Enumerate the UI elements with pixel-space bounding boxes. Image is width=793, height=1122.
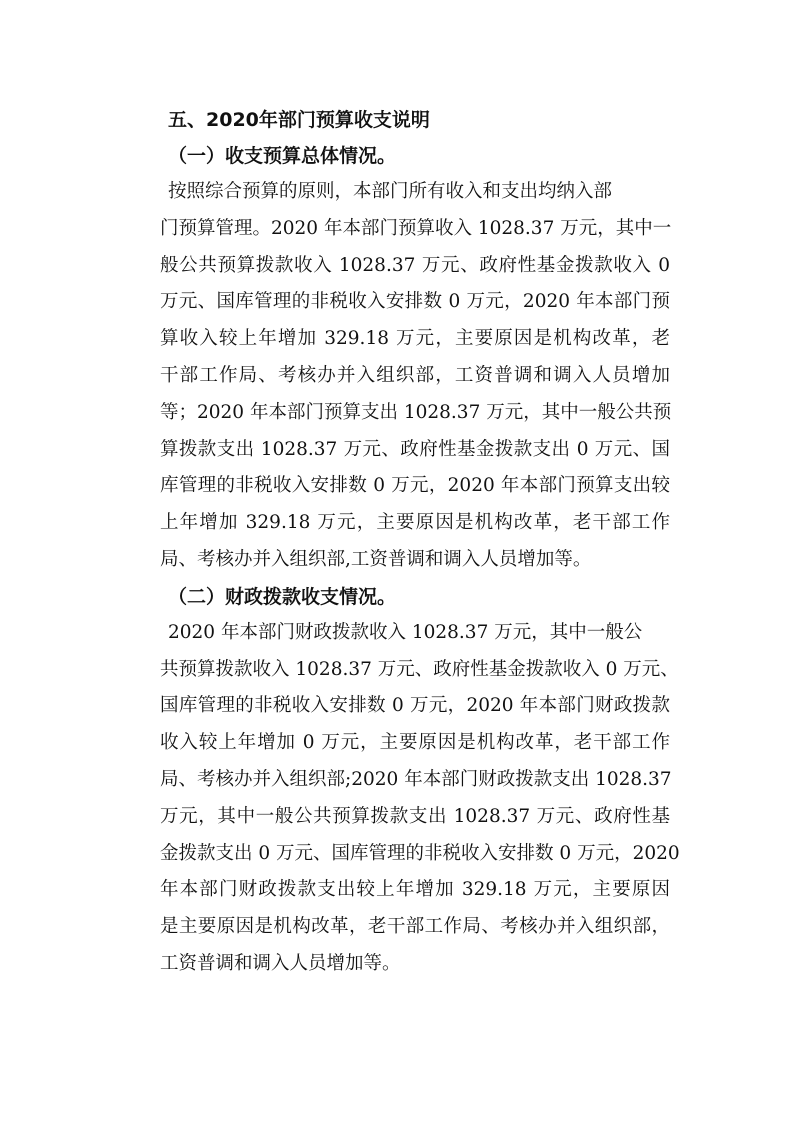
paragraph-overall [160,174,670,579]
paragraph-line: 干部工作局、考核办并入组织部，工资普调和调入人员增加 [160,364,670,386]
paragraph-fiscal [160,615,680,983]
paragraph-line: 共预算拨款收入 1028.37 万元、政府性基金拨款收入 0 万元、 [160,658,679,680]
paragraph-line: 是主要原因是机构改革，老干部工作局、考核办并入组织部， [160,916,670,938]
paragraph-line: 算拨款支出 1028.37 万元、政府性基金拨款支出 0 万元、国 [160,438,670,460]
paragraph-line: 库管理的非税收入安排数 0 万元，2020 年本部门预算支出较 [160,475,670,497]
paragraph-line: 国库管理的非税收入安排数 0 万元，2020 年本部门财政拨款 [160,695,670,717]
paragraph-line: 2020 年本部门财政拨款收入 1028.37 万元，其中一般公 [168,621,643,643]
paragraph-line: 局、考核办并入组织部;2020 年本部门财政拨款支出 1028.37 [160,768,672,790]
subsection-title-fiscal: （二）财政拨款收支情况。 [168,585,397,608]
paragraph-line: 门预算管理。2020 年本部门预算收入 1028.37 万元，其中一 [160,217,672,239]
paragraph-line: 算收入较上年增加 329.18 万元，主要原因是机构改革，老 [160,328,670,350]
document-content [160,102,680,983]
paragraph-line: 按照综合预算的原则，本部门所有收入和支出均纳入部 [168,181,613,202]
paragraph-line: 年本部门财政拨款支出较上年增加 329.18 万元，主要原因 [160,879,670,901]
paragraph-line: 局、考核办并入组织部,工资普调和调入人员增加等。 [160,548,592,570]
paragraph-line: 上年增加 329.18 万元，主要原因是机构改革，老干部工作 [160,512,670,534]
subsection-title-overall: （一）收支预算总体情况。 [168,145,397,167]
paragraph-line: 万元，其中一般公共预算拨款支出 1028.37 万元、政府性基 [160,805,670,827]
paragraph-line: 收入较上年增加 0 万元，主要原因是机构改革，老干部工作 [160,732,670,754]
paragraph-line: 工资普调和调入人员增加等。 [160,952,401,974]
paragraph-line: 般公共预算拨款收入 1028.37 万元、政府性基金拨款收入 0 [160,254,670,276]
paragraph-line: 金拨款支出 0 万元、国库管理的非税收入安排数 0 万元，2020 [160,842,680,864]
paragraph-line: 万元、国库管理的非税收入安排数 0 万元，2020 年本部门预 [160,291,670,313]
paragraph-line: 等；2020 年本部门预算支出 1028.37 万元，其中一般公共预 [160,401,672,423]
section-title: 五、2020年部门预算收支说明 [168,109,430,131]
